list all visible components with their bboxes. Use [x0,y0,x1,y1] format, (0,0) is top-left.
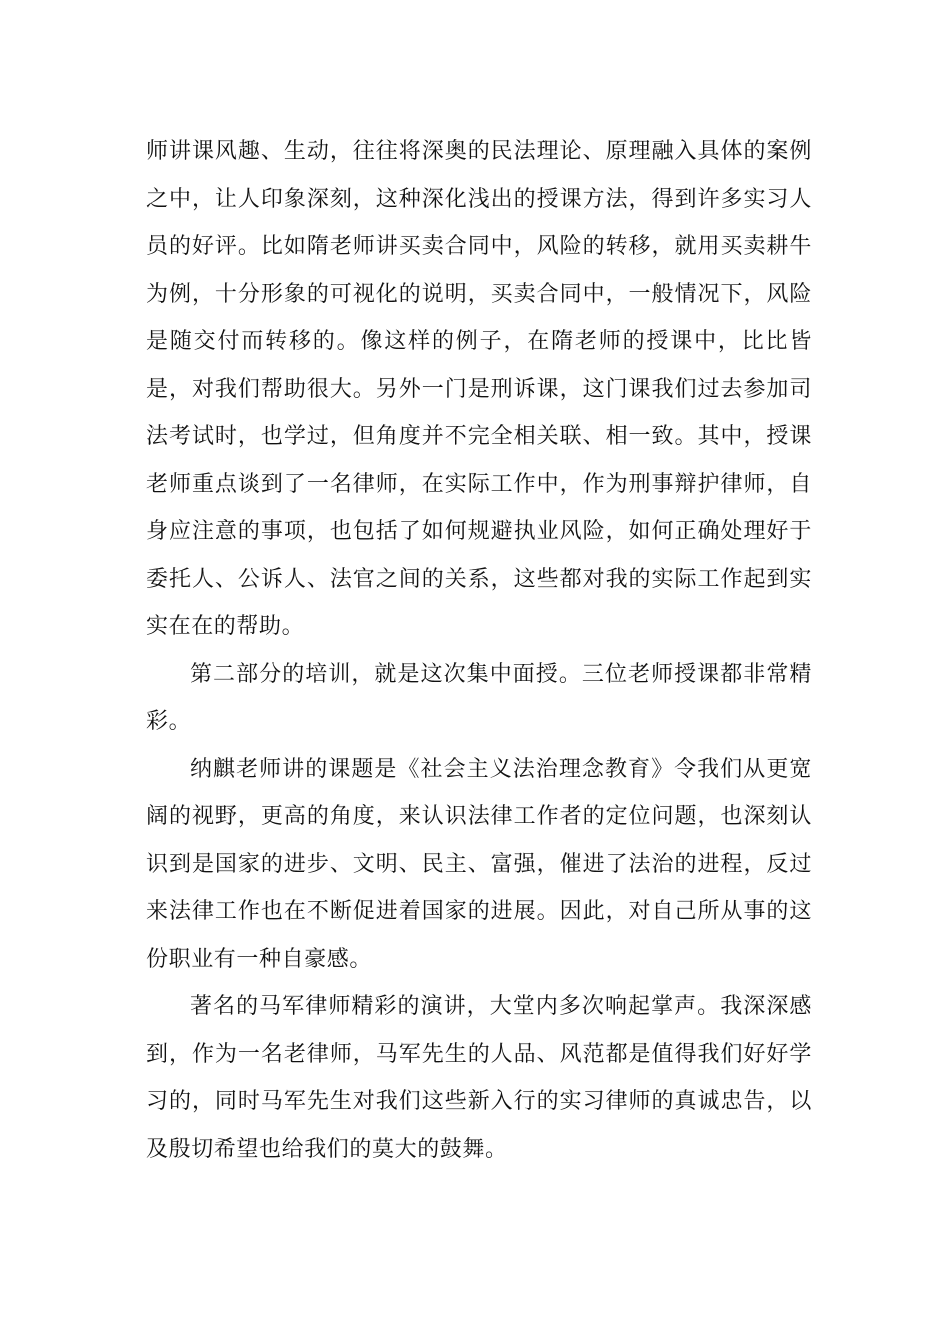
paragraph-majun-speech: 著名的马军律师精彩的演讲，大堂内多次响起掌声。我深深感到，作为一名老律师，马军先生的人品、风范都是值得我们好好学习的，同时马军先生对我们这些新入行的实习律师的真诚忠告，以及殷切希望也给我们的莫大的鼓舞。 [146,994,812,1162]
paragraph-continuation: 师讲课风趣、生动，往往将深奥的民法理论、原理融入具体的案例之中，让人印象深刻，这种深化浅出的授课方法，得到许多实习人员的好评。比如隋老师讲买卖合同中，风险的转移，就用买卖耕牛为例，十分形象的可视化的说明，买卖合同中，一般情况下，风险是随交付而转移的。像这样的例子，在隋老师的授课中，比比皆是，对我们帮助很大。另外一门是刑诉课，这门课我们过去参加司法考试时，也学过，但角度并不完全相关联、相一致。其中，授课老师重点谈到了一名律师，在实际工作中，作为刑事辩护律师，自身应注意的事项，也包括了如何规避执业风险，如何正确处理好于委托人、公诉人、法官之间的关系，这些都对我的实际工作起到实实在在的帮助。 [146,139,812,639]
paragraph-naqi-lecture: 纳麒老师讲的课题是《社会主义法治理念教育》令我们从更宽阔的视野，更高的角度，来认识法律工作者的定位问题，也深刻认识到是国家的进步、文明、民主、富强，催进了法治的进程，反过来法律工作也在不断促进着国家的进展。因此，对自己所从事的这份职业有一种自豪感。 [146,756,812,972]
document-body [146,128,812,1173]
paragraph-training-part-two: 第二部分的培训，就是这次集中面授。三位老师授课都非常精彩。 [146,661,812,734]
